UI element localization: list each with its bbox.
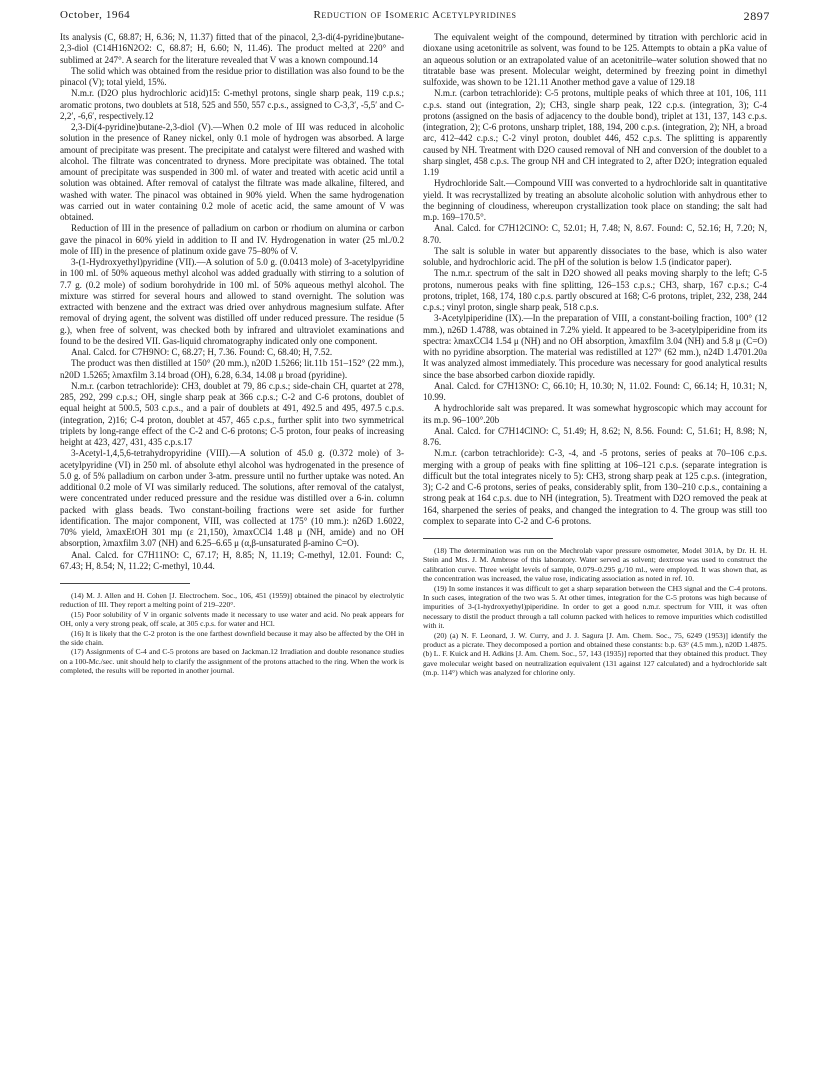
- paragraph: Its analysis (C, 68.87; H, 6.36; N, 11.37) fitted that of the pinacol, 2,3-di(4-pyridine)butane-2,3-diol (C14H16N2O2: C, 68.87; H, 6.60; N, 11.46). The product melted at 220° and sublimed at 247°. A search for the literature revealed that V was a known compound.14: [60, 32, 404, 65]
- running-head: [60, 9, 770, 25]
- paragraph: The product was then distilled at 150° (20 mm.), n20D 1.5266; lit.11b 151–152° (22 mm.), n20D 1.5265; λmaxfilm 3.14 broad (OH), 6.28, 6.34, 14.08 μ broad (pyridine).: [60, 358, 404, 380]
- paragraph: N.m.r. (carbon tetrachloride): C-5 protons, multiple peaks of which three at 101, 106, 111 c.p.s. stand out (integration, 2); CH3, single sharp peak, 122 c.p.s. (integration, 3); C-4 protons (assigned on the basis of adjacency to the double bond), triplet at 131, 137, 143 c.p.s. (integration, 2); C-6 protons, unsharp triplet, 188, 194, 200 c.p.s. (integration, 2); NH, a broad arc, 412–442 c.p.s.; C-2 vinyl proton, doublet 446, 452 c.p.s. The splitting is apparently caused by NH. Treatment with D2O caused removal of NH and conversion of the doublet to a sharp singlet, 458 c.p.s. The group NH and CH integrated to 2, after D2O; integration equaled 1.19: [423, 88, 767, 177]
- paragraph: Anal. Calcd. for C7H14ClNO: C, 51.49; H, 8.62; N, 8.56. Found: C, 51.61; H, 8.98; N, 8.76.: [423, 425, 767, 447]
- paragraph: N.m.r. (D2O plus hydrochloric acid)15: C-methyl protons, single sharp peak, 119 c.p.s.; aromatic protons, two doublets at 518, 525 and 550, 557 c.p.s., assigned to C-3,3′, -5,5′ and C-2,2′, -6,6′, respectively.12: [60, 88, 404, 121]
- header-title: Reduction of Isomeric Acetylpyridines: [313, 9, 517, 21]
- paragraph: Anal. Calcd. for C7H13NO: C, 66.10; H, 10.30; N, 11.02. Found: C, 66.14; H, 10.31; N, 10.99.: [423, 380, 767, 402]
- paragraph: 2,3-Di(4-pyridine)butane-2,3-diol (V).—When 0.2 mole of III was reduced in alcoholic solution in the presence of Raney nickel, only 0.1 mole of hydrogen was absorbed. A large amount of precipitate was present. The precipitate and catalyst were filtered and washed with alcohol. The filtrate was concentrated to dryness. More precipitate was obtained. The total amount of precipitate was suspended in 300 ml. of water and treated with acetic acid until a solution was obtained. After removal of catalyst the filtrate was made alkaline, filtered, and washed with water. The pinacol was obtained in 90% yield. When the same hydrogenation was carried out in water containing 0.2 mole of acetic acid, the same amount of V was obtained.: [60, 122, 404, 222]
- left-column: [60, 32, 404, 676]
- paragraph: N.m.r. (carbon tetrachloride): C-3, -4, and -5 protons, series of peaks at 70–106 c.p.s. merging with a group of peaks with fine splitting at 106–121 c.p.s. (separate integration is difficult but the total integrates nicely to 5): CH3, strong sharp peak at 125 c.p.s. (integration, 3); C-2 and C-6 protons, series of peaks, considerably split, from 130–210 c.p.s., containing a strong peak at 164 c.p.s. due to NH (integration, 5). Treatment with D2O removed the peak at 164, sharpened the series of peaks, and changed the integration to 4. The group was still too complex to separate into C-2 and C-6 protons.: [423, 448, 767, 526]
- header-date: October, 1964: [60, 9, 131, 21]
- paragraph: The equivalent weight of the compound, determined by titration with perchloric acid in dioxane using acetonitrile as solvent, was found to be 125. Attempts to obtain a pKa value of an aqueous solution or an extrapolated value of an acetonitrile–water solution showed that no titratable base was present. Molecular weight, determined by freezing point in dimethyl sulfoxide, was shown to be 121.11 Another method gave a value of 129.18: [423, 32, 767, 87]
- footnote: (19) In some instances it was difficult to get a sharp separation between the CH3 signal and the C-4 protons. In such cases, integration of the two was 5. At other times, integration for the C-5 protons was high because of impurities of 3-(1-hydroxyethyl)piperidine. In order to get a good n.m.r. spectrum for VIII, it was often necessary to distil the product through a tall column packed with helices to remove impurities which codistilled with it.: [423, 583, 767, 631]
- footnote: (20) (a) N. F. Leonard, J. W. Curry, and J. J. Sagura [J. Am. Chem. Soc., 75, 6249 (1953)] identify the product as a picrate. They decomposed a portion and obtained these constants: b.p. 63° (4.5 mm.), n20D 1.4875. (b) L. F. Kuick and H. Adkins [J. Am. Chem. Soc., 57, 143 (1935)] reported that they obtained this product. They gave molecular weight based on neutralization equivalent (131 against 127 calculated) and a hydrochloride salt (m.p. 114°) which was analyzed for chlorine only.: [423, 630, 767, 678]
- page-number: 2897: [743, 9, 770, 23]
- paragraph: 3-(1-Hydroxyethyl)pyridine (VII).—A solution of 5.0 g. (0.0413 mole) of 3-acetylpyridine in 100 ml. of 50% aqueous methyl alcohol was added gradually with stirring to a solution of 7.7 g. (0.2 mole) of sodium borohydride in 100 ml. of 50% aqueous methyl alcohol. The mixture was stirred for several hours and allowed to stand overnight. The solution was extracted with benzene and the extract was dried over anhydrous magnesium sulfate. After removal of drying agent, the solvent was distilled off under reduced pressure. The residue (5 g.), when free of solvent, was checked both by infrared and ultraviolet examinations and found to be the desired VII. Gas-liquid chromatography indicated only one component.: [60, 257, 404, 346]
- paragraph: Anal. Calcd. for C7H9NO: C, 68.27; H, 7.36. Found: C, 68.40; H, 7.52.: [71, 347, 333, 357]
- paragraph: 3-Acetylpiperidine (IX).—In the preparation of VIII, a constant-boiling fraction, 100° (12 mm.), n26D 1.4788, was obtained in 7.2% yield. It appeared to be 3-acetylpiperidine from its spectra: λmaxCCl4 1.54 μ (NH) and no OH absorption, λmaxfilm 3.04 (NH) and 5.8 μ (C=O) with no pyridine absorption. The material was redistilled at 127° (62 mm.), n24D 1.4701.20a It was analyzed almost immediately. This procedure was necessary for good analytical results since the base absorbed carbon dioxide rapidly.: [423, 313, 767, 380]
- paragraph: The solid which was obtained from the residue prior to distillation was also found to be the pinacol (V); total yield, 15%.: [60, 65, 404, 87]
- paragraph: Reduction of III in the presence of palladium on carbon or rhodium on alumina or carbon gave the pinacol in 60% yield in addition to II and IV. Hydrogenation in water (25 ml./0.2 mole of III) in the presence of platinum oxide gave 75–80% of V.: [60, 223, 404, 256]
- footnotes-left: [60, 591, 404, 676]
- paragraph: Anal. Calcd. for C7H12ClNO: C, 52.01; H, 7.48; N, 8.67. Found: C, 52.16; H, 7.20; N, 8.70.: [423, 223, 767, 245]
- footnote: (17) Assignments of C-4 and C-5 protons are based on Jackman.12 Irradiation and double resonance studies on a 100-Mc./sec. unit should help to clarify the assignment of the protons attached to the ring. When the work is completed, the results will be reported in another journal.: [60, 647, 404, 676]
- footnotes-right: [423, 546, 767, 678]
- footnote: (14) M. J. Allen and H. Cohen [J. Electrochem. Soc., 106, 451 (1959)] obtained the pinacol by electrolytic reduction of III. They report a melting point of 219–220°.: [60, 591, 404, 610]
- footnote-rule: [60, 583, 190, 584]
- paragraph: N.m.r. (carbon tetrachloride): CH3, doublet at 79, 86 c.p.s.; side-chain CH, quartet at 278, 285, 292, 299 c.p.s.; OH, single sharp peak at 366 c.p.s.; C-2 and C-6 protons, doublet of equal height at 500.5, 503 c.p.s., and a pair of doublets at 491, 492.5 and 495, 497.5 c.p.s. (integration, 2)16; C-4 proton, doublet at 457, 465 c.p.s., further split into two symmetrical triplets by long-range effect of the C-2 and C-6 protons; C-5 proton, four peaks of increasing height at 423, 427, 431, 435 c.p.s.17: [60, 380, 404, 447]
- paragraph: Anal. Calcd. for C7H11NO: C, 67.17; H, 8.85; N, 11.19; C-methyl, 12.01. Found: C, 67.43; H, 8.54; N, 11.22; C-methyl, 10.44.: [60, 549, 404, 571]
- paragraph: A hydrochloride salt was prepared. It was somewhat hygroscopic which may account for its m.p. 96–100°.20b: [423, 403, 767, 425]
- right-column: [423, 32, 767, 678]
- paragraph: The salt is soluble in water but apparently dissociates to the base, which is also water soluble, and hydrochloric acid. The pH of the solution is below 1.5 (indicator paper).: [423, 245, 767, 267]
- paragraph: 3-Acetyl-1,4,5,6-tetrahydropyridine (VIII).—A solution of 45.0 g. (0.372 mole) of 3-acetylpyridine (VI) in 250 ml. of absolute ethyl alcohol was hydrogenated in the presence of 5.0 g. of 5% palladium on carbon under 3-atm. pressure until no further uptake was noted. An additional 0.2 mole of VI was similarly reduced. The solutions, after removal of the catalyst, were concentrated under reduced pressure and the residue was distilled over a 6-in. column packed with glass beads. Two constant-boiling fractions were set aside for further identification. The major component, VIII, was collected at 175° (10 mm.): n26D 1.6022, 70% yield, λmaxEtOH 301 mμ (ε 21,150), λmaxCCl4 1.48 μ (NH, amide) and no OH absorption, λmaxfilm 3.07 (NH) and 6.25–6.65 μ (α,β-unsaturated β-amino C=O).: [60, 448, 404, 549]
- footnote: (15) Poor solubility of V in organic solvents made it necessary to use water and acid. No peak appears for OH, only a very strong peak, off scale, at 305 c.p.s. for water and HCl.: [60, 609, 404, 629]
- footnote: (16) It is likely that the C-2 proton is the one farthest downfield because it may also be affected by the OH in the side chain.: [60, 628, 404, 648]
- paragraph: The n.m.r. spectrum of the salt in D2O showed all peaks moving sharply to the left; C-5 protons, numerous peaks with fine splitting, 126–153 c.p.s.; CH3, sharp, 167 c.p.s.; C-4 protons, triplet, 168, 174, 180 c.p.s. partly obscured at 168; C-6 protons, triplet, 232, 238, 244 c.p.s.; vinyl proton, single sharp peak, 518 c.p.s.: [423, 268, 767, 312]
- footnote-rule: [423, 538, 553, 539]
- paragraph: Hydrochloride Salt.—Compound VIII was converted to a hydrochloride salt in quantitative yield. It was recrystallized by treating an absolute alcoholic solution with anhydrous ether to the beginning of cloudiness, whereupon crystallization took place on standing; the salt had m.p. 169–170.5°.: [423, 178, 767, 222]
- footnote: (18) The determination was run on the Mechrolab vapor pressure osmometer, Model 301A, by Dr. H. H. Stein and Mrs. J. M. Ambrose of this laboratory. Water served as solvent; dextrose was used to construct the calibration curve. Three weight levels of sample, 0.079–0.295 g./10 ml., were employed. It was shown that, as the concentration was increased, the value rose, indicating association as noted in ref. 10.: [423, 546, 767, 584]
